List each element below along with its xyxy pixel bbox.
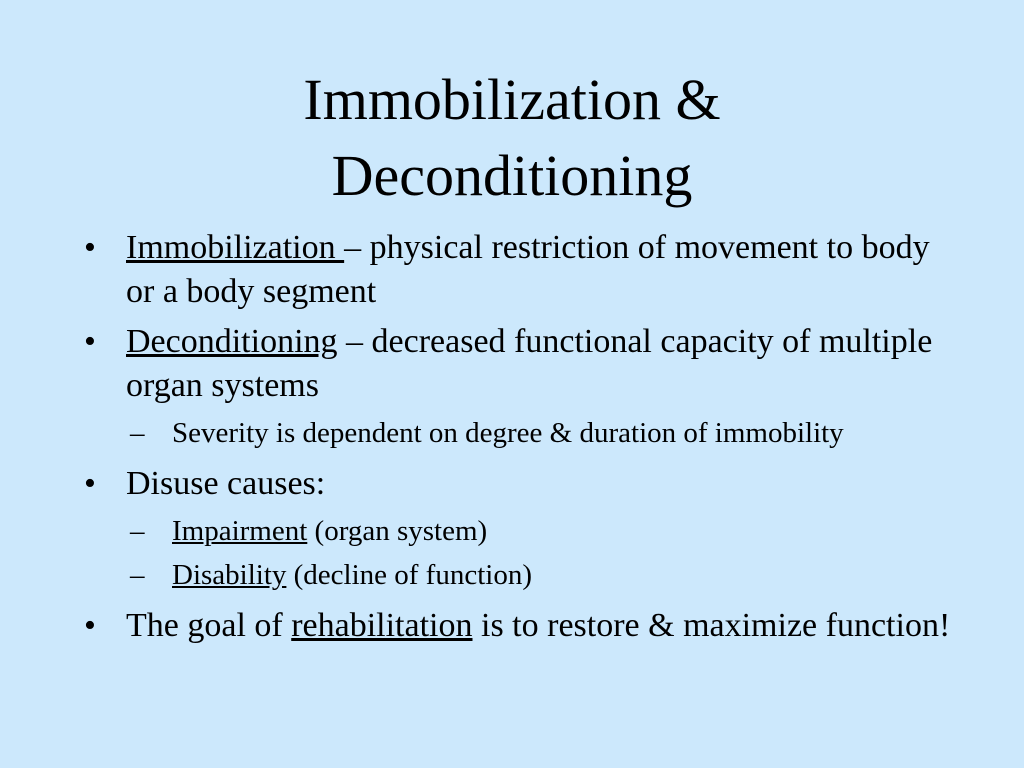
term-rehabilitation: rehabilitation xyxy=(291,607,473,644)
bullet-glyph: • xyxy=(84,323,96,360)
title-line-2: Deconditioning xyxy=(331,143,693,208)
bullet-deconditioning xyxy=(84,320,964,408)
sub-bullet-severity xyxy=(84,414,964,452)
definition-immobilization: – physical restriction of movement to body or a body segment xyxy=(126,229,930,310)
dash-glyph: – xyxy=(130,515,145,547)
slide-title xyxy=(0,62,1024,214)
bullet-glyph: • xyxy=(84,607,96,644)
term-deconditioning: Deconditioning xyxy=(126,323,338,360)
bullet-disuse-causes xyxy=(84,462,964,506)
sub-bullet-impairment xyxy=(84,512,964,550)
dash-glyph: – xyxy=(130,559,145,591)
term-disability: Disability xyxy=(172,559,287,591)
term-impairment: Impairment xyxy=(172,515,308,547)
disability-text: (decline of function) xyxy=(286,559,532,591)
title-line-1: Immobilization & xyxy=(303,67,721,132)
sub-bullet-disability xyxy=(84,556,964,594)
bullet-glyph: • xyxy=(84,465,96,502)
bullet-immobilization xyxy=(84,226,964,314)
bullet-goal xyxy=(84,604,964,648)
dash-glyph: – xyxy=(130,417,145,449)
goal-prefix: The goal of xyxy=(126,607,292,644)
goal-text: is to restore & maximize function! xyxy=(472,607,951,644)
bullet-glyph: • xyxy=(84,229,96,266)
disuse-causes-text: Disuse causes: xyxy=(126,465,326,502)
term-immobilization: Immobilization xyxy=(126,229,345,266)
severity-text: Severity is dependent on degree & duration of immobility xyxy=(172,417,844,449)
bullet-list xyxy=(84,226,964,654)
definition-deconditioning: – decreased functional capacity of multiple organ systems xyxy=(126,323,933,404)
impairment-text: (organ system) xyxy=(307,515,488,547)
